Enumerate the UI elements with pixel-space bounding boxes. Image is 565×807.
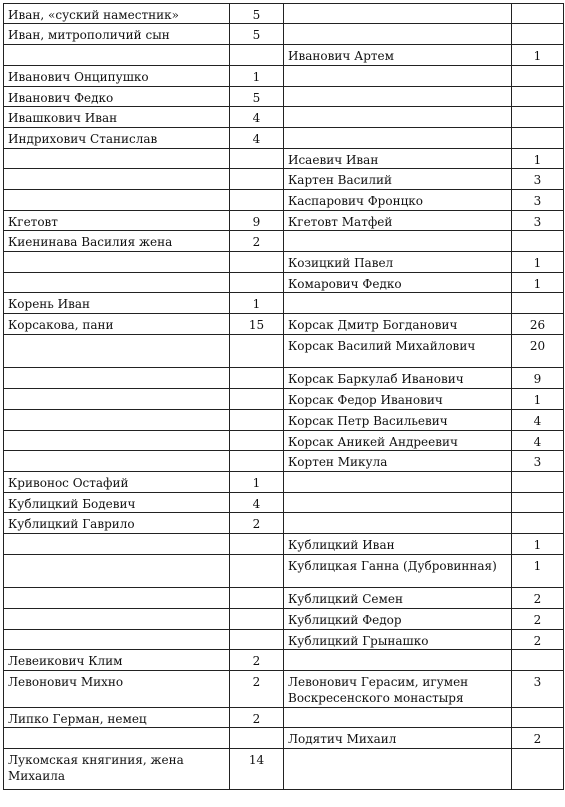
name-left-cell: [4, 588, 230, 609]
table-row: [4, 555, 564, 588]
table-row: [4, 252, 564, 273]
table-row: [4, 368, 564, 389]
count-right-cell: 2: [512, 609, 564, 630]
table-row: [4, 472, 564, 493]
name-left-cell: [4, 630, 230, 650]
count-left-cell: [230, 45, 284, 66]
count-right-cell: [512, 513, 564, 534]
name-right-cell: [284, 87, 512, 107]
name-left-cell: Корень Иван: [4, 293, 230, 314]
table-row: [4, 728, 564, 749]
count-left-cell: 1: [230, 293, 284, 314]
name-right-cell: [284, 293, 512, 314]
count-right-cell: 26: [512, 314, 564, 335]
table-row: [4, 273, 564, 293]
name-left-cell: [4, 368, 230, 389]
count-left-cell: [230, 609, 284, 630]
name-left-cell: [4, 273, 230, 293]
count-left-cell: [230, 588, 284, 609]
table-row: [4, 45, 564, 66]
table-row: [4, 630, 564, 650]
count-right-cell: [512, 66, 564, 87]
name-right-cell: [284, 708, 512, 728]
name-right-cell: [284, 231, 512, 252]
count-right-cell: 3: [512, 169, 564, 190]
count-right-cell: 2: [512, 630, 564, 650]
name-right-cell: [284, 4, 512, 24]
name-right-cell: Корсак Дмитр Богданович: [284, 314, 512, 335]
name-right-cell: [284, 749, 512, 790]
count-left-cell: [230, 431, 284, 451]
count-right-cell: [512, 24, 564, 45]
name-right-cell: [284, 24, 512, 45]
name-left-cell: [4, 389, 230, 410]
name-right-cell: Кгетовт Матфей: [284, 211, 512, 231]
count-right-cell: [512, 128, 564, 149]
name-left-cell: [4, 451, 230, 472]
table-row: [4, 211, 564, 231]
name-right-cell: [284, 128, 512, 149]
table-row: [4, 169, 564, 190]
count-left-cell: [230, 252, 284, 273]
count-left-cell: [230, 451, 284, 472]
name-left-cell: [4, 609, 230, 630]
table-body: [4, 4, 564, 790]
count-right-cell: [512, 293, 564, 314]
table-row: [4, 410, 564, 431]
count-left-cell: 4: [230, 107, 284, 128]
name-left-cell: [4, 190, 230, 211]
name-left-cell: [4, 431, 230, 451]
count-left-cell: [230, 630, 284, 650]
count-right-cell: [512, 708, 564, 728]
table-row: [4, 87, 564, 107]
count-right-cell: 4: [512, 410, 564, 431]
table-row: [4, 66, 564, 87]
count-left-cell: 2: [230, 650, 284, 671]
count-left-cell: 2: [230, 708, 284, 728]
name-right-cell: [284, 66, 512, 87]
count-right-cell: [512, 4, 564, 24]
name-right-cell: Левонович Герасим, игумен Воскресенского монастыря: [284, 671, 512, 708]
count-left-cell: 2: [230, 671, 284, 708]
name-left-cell: Лукомская княгиния, жена Михаила: [4, 749, 230, 790]
name-left-cell: Липко Герман, немец: [4, 708, 230, 728]
name-left-cell: [4, 410, 230, 431]
name-left-cell: Ивашкович Иван: [4, 107, 230, 128]
count-left-cell: 5: [230, 87, 284, 107]
name-left-cell: Индрихович Станислав: [4, 128, 230, 149]
table-row: [4, 534, 564, 555]
count-right-cell: 1: [512, 45, 564, 66]
name-right-cell: Корсак Аникей Андреевич: [284, 431, 512, 451]
name-left-cell: Иван, митрополичий сын: [4, 24, 230, 45]
name-right-cell: [284, 493, 512, 513]
name-left-cell: [4, 534, 230, 555]
count-right-cell: [512, 87, 564, 107]
name-right-cell: Кублицкий Грынашко: [284, 630, 512, 650]
table-row: [4, 231, 564, 252]
count-right-cell: 1: [512, 273, 564, 293]
name-right-cell: Кортен Микула: [284, 451, 512, 472]
name-right-cell: Лодятич Михаил: [284, 728, 512, 749]
name-left-cell: Левеикович Клим: [4, 650, 230, 671]
count-left-cell: 2: [230, 513, 284, 534]
name-right-cell: Корсак Баркулаб Иванович: [284, 368, 512, 389]
count-left-cell: 1: [230, 472, 284, 493]
table-row: [4, 650, 564, 671]
count-right-cell: 4: [512, 431, 564, 451]
table-row: [4, 588, 564, 609]
table-row: [4, 749, 564, 790]
count-left-cell: 5: [230, 4, 284, 24]
name-right-cell: Козицкий Павел: [284, 252, 512, 273]
count-right-cell: 9: [512, 368, 564, 389]
name-right-cell: Кублицкий Федор: [284, 609, 512, 630]
name-right-cell: [284, 650, 512, 671]
count-right-cell: 2: [512, 728, 564, 749]
name-right-cell: Кублицкий Семен: [284, 588, 512, 609]
name-right-cell: [284, 513, 512, 534]
count-right-cell: 1: [512, 555, 564, 588]
count-left-cell: 1: [230, 66, 284, 87]
name-right-cell: Каспарович Фронцко: [284, 190, 512, 211]
name-left-cell: [4, 45, 230, 66]
table-row: [4, 107, 564, 128]
name-left-cell: Корсакова, пани: [4, 314, 230, 335]
name-left-cell: [4, 728, 230, 749]
count-right-cell: 1: [512, 252, 564, 273]
count-right-cell: [512, 107, 564, 128]
table-row: [4, 190, 564, 211]
table-row: [4, 389, 564, 410]
count-left-cell: [230, 149, 284, 169]
count-left-cell: [230, 169, 284, 190]
name-left-cell: [4, 335, 230, 368]
count-right-cell: [512, 231, 564, 252]
name-left-cell: [4, 169, 230, 190]
table-row: [4, 708, 564, 728]
count-left-cell: 5: [230, 24, 284, 45]
name-left-cell: Иванович Онципушко: [4, 66, 230, 87]
count-left-cell: [230, 728, 284, 749]
table-row: [4, 451, 564, 472]
table-row: [4, 493, 564, 513]
name-right-cell: Картен Василий: [284, 169, 512, 190]
count-right-cell: [512, 472, 564, 493]
table-row: [4, 128, 564, 149]
name-right-cell: Кублицкий Иван: [284, 534, 512, 555]
names-table: [3, 3, 564, 790]
count-right-cell: 1: [512, 149, 564, 169]
name-left-cell: Кривонос Остафий: [4, 472, 230, 493]
name-right-cell: Иванович Артем: [284, 45, 512, 66]
count-right-cell: 3: [512, 671, 564, 708]
name-left-cell: Кублицкий Гаврило: [4, 513, 230, 534]
count-left-cell: 14: [230, 749, 284, 790]
count-right-cell: [512, 749, 564, 790]
name-left-cell: [4, 252, 230, 273]
name-right-cell: Корсак Федор Иванович: [284, 389, 512, 410]
name-right-cell: Комарович Федко: [284, 273, 512, 293]
count-right-cell: 1: [512, 389, 564, 410]
name-right-cell: [284, 472, 512, 493]
name-left-cell: Иван, «суский наместник»: [4, 4, 230, 24]
count-left-cell: 4: [230, 493, 284, 513]
table-row: [4, 335, 564, 368]
count-right-cell: 3: [512, 211, 564, 231]
count-left-cell: [230, 335, 284, 368]
name-left-cell: [4, 149, 230, 169]
name-left-cell: [4, 555, 230, 588]
name-right-cell: Корсак Петр Васильевич: [284, 410, 512, 431]
table-row: [4, 431, 564, 451]
count-right-cell: [512, 493, 564, 513]
count-right-cell: [512, 650, 564, 671]
name-left-cell: Киенинава Василия жена: [4, 231, 230, 252]
count-left-cell: [230, 410, 284, 431]
count-left-cell: [230, 190, 284, 211]
name-right-cell: Корсак Василий Михайлович: [284, 335, 512, 368]
count-right-cell: 3: [512, 190, 564, 211]
count-left-cell: [230, 389, 284, 410]
table-row: [4, 293, 564, 314]
table-row: [4, 4, 564, 24]
count-left-cell: [230, 273, 284, 293]
count-left-cell: 4: [230, 128, 284, 149]
name-left-cell: Иванович Федко: [4, 87, 230, 107]
count-left-cell: 15: [230, 314, 284, 335]
count-right-cell: 20: [512, 335, 564, 368]
table-row: [4, 671, 564, 708]
name-right-cell: Исаевич Иван: [284, 149, 512, 169]
name-right-cell: [284, 107, 512, 128]
table-row: [4, 513, 564, 534]
name-left-cell: Кгетовт: [4, 211, 230, 231]
name-right-cell: Кублицкая Ганна (Дубровинная): [284, 555, 512, 588]
table-row: [4, 609, 564, 630]
count-right-cell: 2: [512, 588, 564, 609]
table-row: [4, 24, 564, 45]
table-row: [4, 149, 564, 169]
name-left-cell: Кублицкий Бодевич: [4, 493, 230, 513]
count-left-cell: 9: [230, 211, 284, 231]
count-right-cell: 1: [512, 534, 564, 555]
count-left-cell: [230, 368, 284, 389]
count-left-cell: 2: [230, 231, 284, 252]
count-left-cell: [230, 555, 284, 588]
count-left-cell: [230, 534, 284, 555]
table-row: [4, 314, 564, 335]
name-left-cell: Левонович Михно: [4, 671, 230, 708]
count-right-cell: 3: [512, 451, 564, 472]
